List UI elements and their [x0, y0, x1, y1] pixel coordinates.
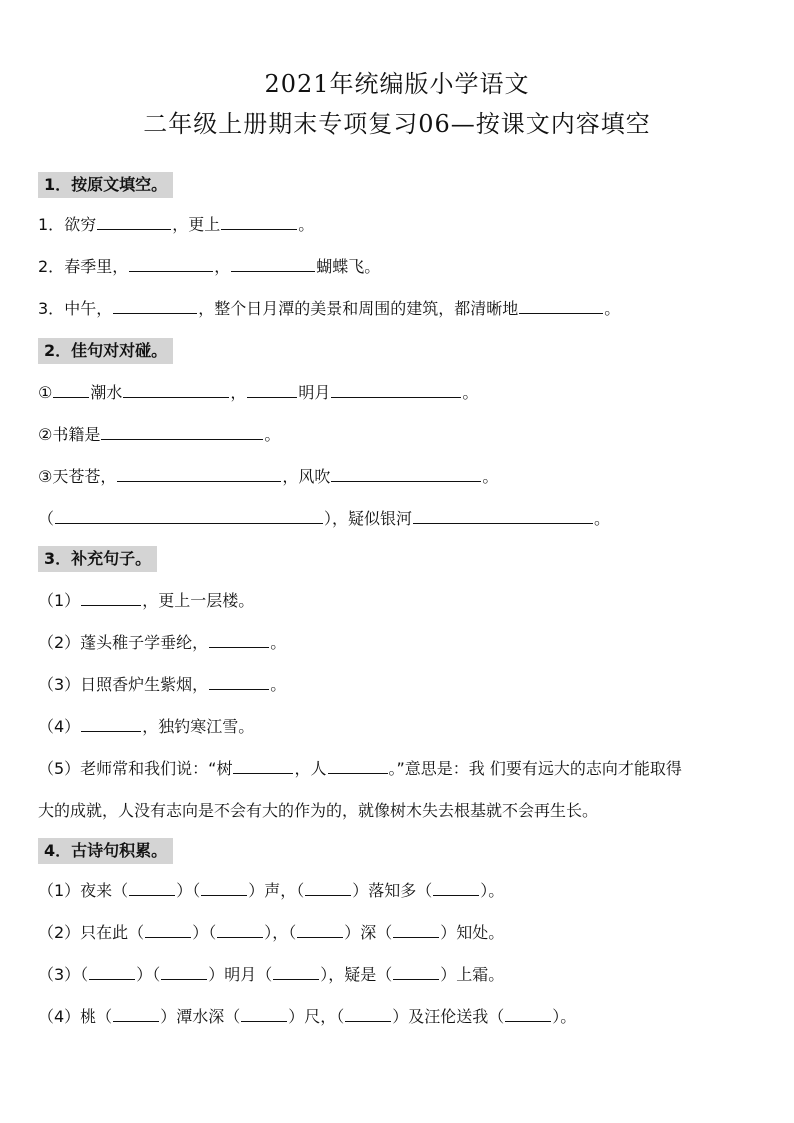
- s1-question-3: 3．中午， ，整个日月潭的美景和周围的建筑，都清晰地 。: [38, 296, 620, 322]
- s3-question-4: （4） ，独钓寒江雪。: [38, 714, 254, 740]
- q-num: 1．: [38, 215, 65, 234]
- answer-blank[interactable]: [209, 672, 269, 690]
- answer-blank[interactable]: [505, 1004, 551, 1022]
- section-2-heading: 2．佳句对对碰。: [38, 338, 173, 364]
- answer-blank[interactable]: [123, 380, 229, 398]
- answer-blank[interactable]: [273, 962, 319, 980]
- answer-blank[interactable]: [217, 920, 263, 938]
- answer-blank[interactable]: [221, 212, 297, 230]
- s3-question-5-continuation: 大的成就，人没有志向是不会有大的作为的，就像树木失去根基就不会再生长。: [38, 801, 599, 820]
- section-1-heading: 1．按原文填空。: [38, 172, 173, 198]
- answer-blank[interactable]: [129, 878, 175, 896]
- s1-question-2: 2．春季里， ， 蝴蝶飞。: [38, 254, 380, 280]
- answer-blank[interactable]: [117, 464, 281, 482]
- s3-question-2: （2）蓬头稚子学垂纶， 。: [38, 630, 286, 656]
- s2-question-3: ③天苍苍， ，风吹 。: [38, 464, 498, 490]
- answer-blank[interactable]: [53, 380, 89, 398]
- page-title-line2: 二年级上册期末专项复习06—按课文内容填空: [143, 110, 651, 138]
- s3-question-3: （3）日照香炉生紫烟， 。: [38, 672, 286, 698]
- answer-blank[interactable]: [129, 254, 213, 272]
- answer-blank[interactable]: [161, 962, 207, 980]
- answer-blank[interactable]: [101, 422, 263, 440]
- answer-blank[interactable]: [113, 296, 197, 314]
- answer-blank[interactable]: [241, 1004, 287, 1022]
- answer-blank[interactable]: [345, 1004, 391, 1022]
- s2-question-4: （ ），疑似银河 。: [38, 506, 610, 532]
- answer-blank[interactable]: [413, 506, 593, 524]
- answer-blank[interactable]: [331, 464, 481, 482]
- s1-question-1: 1．欲穷 ，更上 。: [38, 212, 314, 238]
- answer-blank[interactable]: [433, 878, 479, 896]
- answer-blank[interactable]: [305, 878, 351, 896]
- answer-blank[interactable]: [55, 506, 323, 524]
- s4-question-2: （2）只在此（ ）（ ），（ ）深（ ）知处。: [38, 920, 504, 946]
- answer-blank[interactable]: [145, 920, 191, 938]
- section-3-heading: 3．补充句子。: [38, 546, 157, 572]
- answer-blank[interactable]: [81, 714, 141, 732]
- page-title-line1: 2021年统编版小学语文: [264, 70, 530, 98]
- answer-blank[interactable]: [393, 920, 439, 938]
- answer-blank[interactable]: [328, 756, 388, 774]
- answer-blank[interactable]: [113, 1004, 159, 1022]
- answer-blank[interactable]: [89, 962, 135, 980]
- s3-question-5: （5）老师常和我们说：“树 ，人 。”意思是：我 们要有远大的志向才能取得: [38, 756, 682, 782]
- answer-blank[interactable]: [209, 630, 269, 648]
- s2-question-2: ②书籍是 。: [38, 422, 280, 448]
- answer-blank[interactable]: [297, 920, 343, 938]
- s4-question-1: （1）夜来（ ）（ ）声，（ ）落知多（ ）。: [38, 878, 504, 904]
- answer-blank[interactable]: [81, 588, 141, 606]
- s2-question-1: ① 潮水 ， 明月 。: [38, 380, 478, 406]
- answer-blank[interactable]: [393, 962, 439, 980]
- section-4-heading: 4．古诗句积累。: [38, 838, 173, 864]
- answer-blank[interactable]: [519, 296, 603, 314]
- s4-question-3: （3）（ ）（ ）明月（ ），疑是（ ）上霜。: [38, 962, 504, 988]
- answer-blank[interactable]: [231, 254, 315, 272]
- s4-question-4: （4）桃（ ）潭水深（ ）尺，（ ）及汪伦送我（ ）。: [38, 1004, 576, 1030]
- answer-blank[interactable]: [97, 212, 171, 230]
- s3-question-1: （1） ，更上一层楼。: [38, 588, 254, 614]
- answer-blank[interactable]: [247, 380, 297, 398]
- answer-blank[interactable]: [233, 756, 293, 774]
- answer-blank[interactable]: [331, 380, 461, 398]
- answer-blank[interactable]: [201, 878, 247, 896]
